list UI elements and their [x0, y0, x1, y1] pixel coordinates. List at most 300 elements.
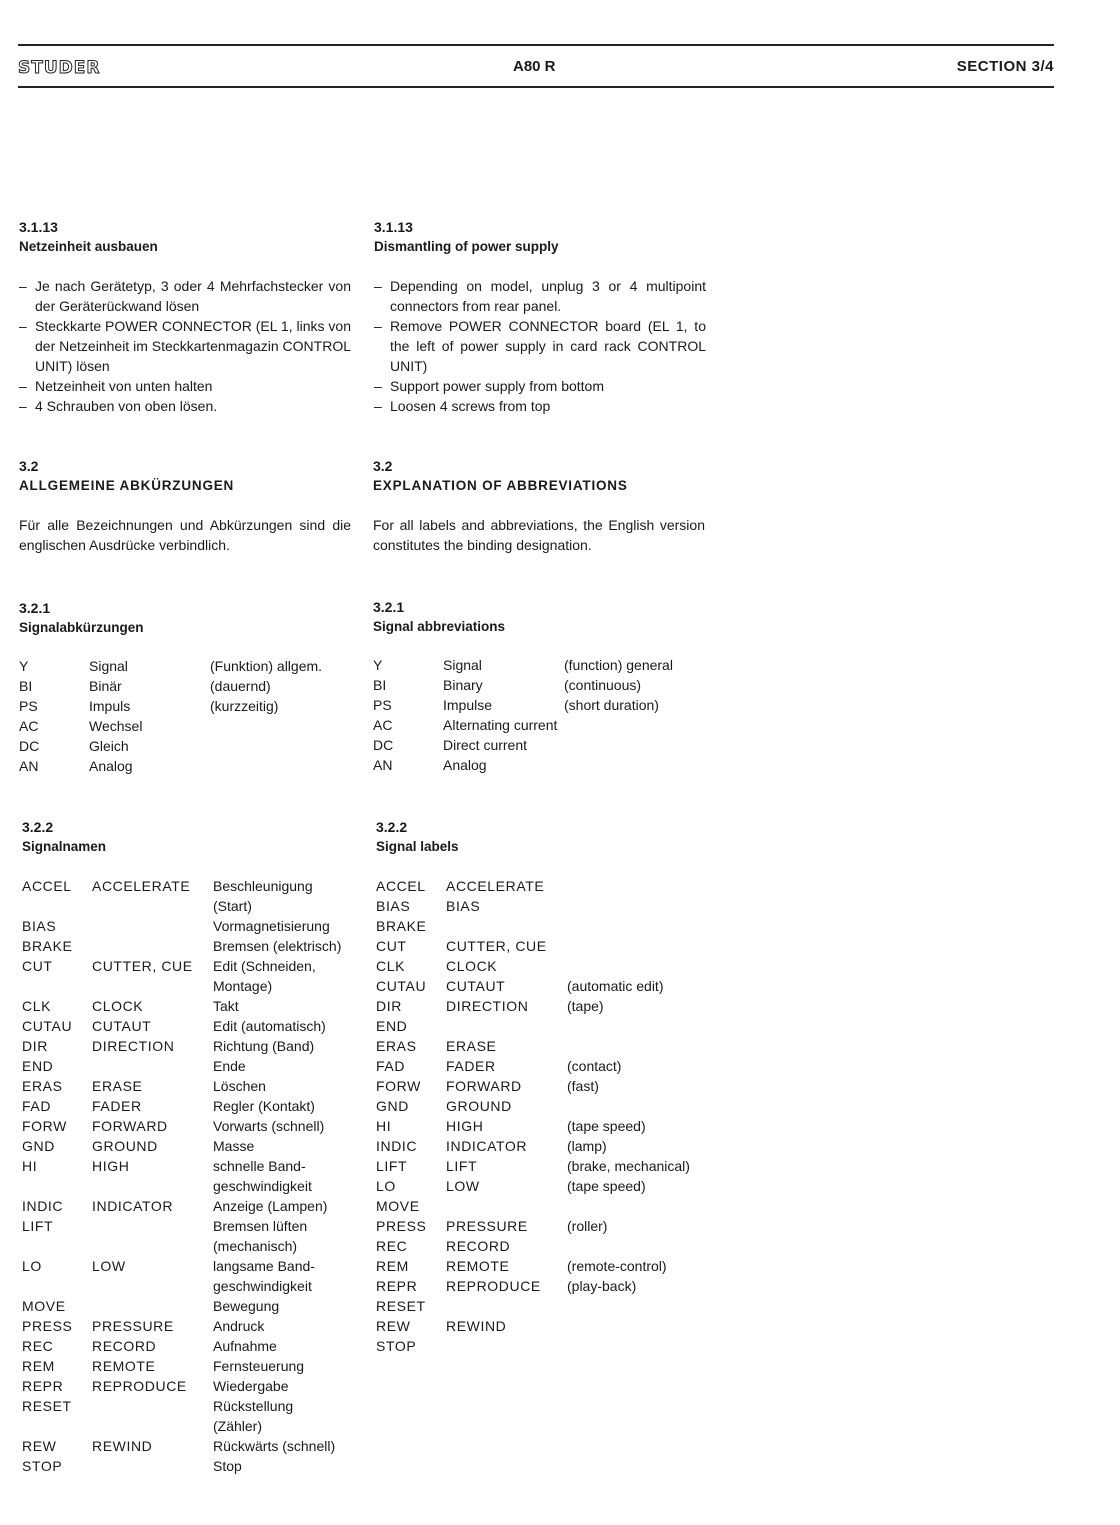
- table-cell: geschwindigkeit: [213, 1278, 312, 1294]
- table-cell: Analog: [89, 758, 133, 774]
- table-cell: Beschleunigung: [213, 878, 313, 894]
- table-row: [376, 1096, 690, 1116]
- de-section-3-2-1: [19, 598, 351, 776]
- table-cell: [22, 896, 92, 916]
- table-cell: (Zähler): [213, 1418, 263, 1434]
- table-cell: Gleich: [89, 738, 129, 754]
- table-cell: DC: [373, 737, 394, 753]
- table-cell: MOVE: [376, 1198, 420, 1214]
- table-cell: FORWARD: [92, 1118, 168, 1134]
- table-cell: PS: [373, 697, 392, 713]
- table-cell: Richtung (Band): [213, 1038, 315, 1054]
- table-cell: END: [22, 1058, 54, 1074]
- table-cell: (roller): [567, 1218, 608, 1234]
- table-row: [19, 656, 322, 676]
- signal-abbreviation-table: [373, 655, 673, 775]
- table-cell: AN: [373, 757, 393, 773]
- table-row: [22, 1296, 353, 1316]
- table-row: [376, 1256, 690, 1276]
- table-row: [22, 1116, 353, 1136]
- table-cell: LO: [376, 1178, 396, 1194]
- table-cell: Vormagnetisierung: [213, 918, 330, 934]
- table-row: [373, 655, 673, 675]
- table-cell: [567, 1196, 690, 1216]
- table-row: [22, 1016, 353, 1036]
- section-number: 3.2.2: [22, 819, 54, 835]
- table-cell: FADER: [92, 1098, 142, 1114]
- section-label: SECTION 3/4: [956, 58, 1054, 75]
- table-cell: HIGH: [92, 1158, 130, 1174]
- table-cell: (contact): [567, 1058, 622, 1074]
- table-cell: RESET: [376, 1298, 426, 1314]
- table-row: [19, 736, 322, 756]
- table-cell: ERAS: [376, 1038, 417, 1054]
- table-cell: [567, 876, 690, 896]
- table-cell: CUTTER, CUE: [92, 958, 193, 974]
- table-cell: LIFT: [446, 1158, 478, 1174]
- table-cell: RESET: [22, 1398, 72, 1414]
- section-number: 3.1.13: [374, 219, 413, 235]
- table-cell: [564, 755, 673, 775]
- table-cell: PRESS: [22, 1318, 73, 1334]
- table-cell: Vorwarts (schnell): [213, 1118, 325, 1134]
- table-cell: [446, 1196, 567, 1216]
- table-cell: LOW: [92, 1258, 126, 1274]
- table-cell: [567, 1016, 690, 1036]
- table-cell: INDIC: [22, 1198, 64, 1214]
- table-row: [376, 1196, 690, 1216]
- table-cell: [210, 736, 322, 756]
- section-number: 3.2.1: [19, 600, 51, 616]
- table-cell: (tape): [567, 998, 604, 1014]
- table-cell: (short duration): [564, 697, 659, 713]
- table-row: [376, 1036, 690, 1056]
- table-cell: Wechsel: [89, 718, 143, 734]
- table-cell: (mechanisch): [213, 1238, 298, 1254]
- table-cell: Y: [373, 657, 383, 673]
- table-row: [376, 1116, 690, 1136]
- table-cell: Bremsen (elektrisch): [213, 938, 342, 954]
- table-cell: LOW: [446, 1178, 480, 1194]
- table-row: [22, 1356, 353, 1376]
- step-item: – Loosen 4 screws from top: [374, 396, 706, 416]
- table-cell: Masse: [213, 1138, 255, 1154]
- table-cell: REMOTE: [92, 1358, 156, 1374]
- table-cell: DIRECTION: [446, 998, 529, 1014]
- table-row: [376, 876, 690, 896]
- section-title: Signal labels: [376, 839, 459, 854]
- de-section-3-2: [19, 456, 351, 555]
- table-cell: [92, 1276, 213, 1296]
- table-cell: Bremsen lüften: [213, 1218, 308, 1234]
- table-cell: BRAKE: [376, 918, 427, 934]
- table-row: [22, 1336, 353, 1356]
- section-number: 3.2.1: [373, 599, 405, 615]
- table-cell: FORW: [376, 1078, 421, 1094]
- table-cell: CLK: [22, 998, 52, 1014]
- table-cell: Regler (Kontakt): [213, 1098, 315, 1114]
- table-cell: FADER: [446, 1058, 496, 1074]
- table-row: [22, 1236, 353, 1256]
- de-section-3-1-13: [19, 217, 351, 416]
- table-cell: HIGH: [446, 1118, 484, 1134]
- table-cell: CUTTER, CUE: [446, 938, 547, 954]
- table-row: [373, 715, 673, 735]
- table-cell: [446, 1336, 567, 1356]
- table-cell: CUT: [22, 958, 53, 974]
- table-cell: [92, 1216, 213, 1236]
- table-cell: (dauernd): [210, 678, 271, 694]
- table-cell: RECORD: [92, 1338, 157, 1354]
- signal-names-table: [22, 876, 353, 1476]
- table-cell: ERASE: [446, 1038, 497, 1054]
- step-item: – Netzeinheit von unten halten: [19, 376, 351, 396]
- table-cell: REW: [376, 1318, 411, 1334]
- table-row: [376, 1156, 690, 1176]
- table-cell: [22, 976, 92, 996]
- table-cell: PRESSURE: [446, 1218, 528, 1234]
- table-cell: CUTAUT: [446, 978, 506, 994]
- step-list: [374, 276, 706, 416]
- table-cell: [446, 1296, 567, 1316]
- table-cell: Stop: [213, 1458, 242, 1474]
- table-cell: ACCELERATE: [446, 878, 545, 894]
- table-row: [373, 695, 673, 715]
- section-title: ALLGEMEINE ABKÜRZUNGEN: [19, 478, 235, 493]
- table-cell: Andruck: [213, 1318, 265, 1334]
- table-cell: [92, 1416, 213, 1436]
- table-cell: MOVE: [22, 1298, 66, 1314]
- table-cell: BIAS: [22, 918, 57, 934]
- table-row: [22, 1136, 353, 1156]
- table-cell: Takt: [213, 998, 239, 1014]
- table-row: [373, 755, 673, 775]
- table-cell: BIAS: [446, 898, 481, 914]
- table-cell: (kurzzeitig): [210, 698, 279, 714]
- table-cell: REM: [376, 1258, 409, 1274]
- table-cell: [92, 916, 213, 936]
- table-cell: STOP: [22, 1458, 63, 1474]
- table-cell: [22, 1276, 92, 1296]
- table-cell: [92, 936, 213, 956]
- table-cell: FORWARD: [446, 1078, 522, 1094]
- table-cell: Löschen: [213, 1078, 266, 1094]
- table-cell: LIFT: [376, 1158, 408, 1174]
- table-cell: Ende: [213, 1058, 246, 1074]
- step-item: – Support power supply from bottom: [374, 376, 706, 396]
- table-cell: (play-back): [567, 1278, 637, 1294]
- table-cell: (remote-control): [567, 1258, 667, 1274]
- table-cell: CUTAU: [376, 978, 427, 994]
- table-cell: DC: [19, 738, 40, 754]
- table-cell: REWIND: [446, 1318, 507, 1334]
- table-cell: Impulse: [443, 697, 493, 713]
- table-cell: REPRODUCE: [446, 1278, 541, 1294]
- step-item: – Remove POWER CONNECTOR board (EL 1, to the left of power supply in card rack CONTROL UNIT): [374, 316, 706, 376]
- table-row: [376, 1276, 690, 1296]
- table-row: [22, 1396, 353, 1416]
- table-row: [22, 1036, 353, 1056]
- table-cell: [446, 1016, 567, 1036]
- table-cell: [210, 756, 322, 776]
- table-cell: [567, 1336, 690, 1356]
- table-row: [22, 1256, 353, 1276]
- table-row: [22, 976, 353, 996]
- table-cell: ACCELERATE: [92, 878, 191, 894]
- table-cell: REW: [22, 1438, 57, 1454]
- signal-abbreviation-table: [19, 656, 322, 776]
- table-cell: AC: [373, 717, 393, 733]
- table-cell: Edit (automatisch): [213, 1018, 326, 1034]
- table-row: [376, 1336, 690, 1356]
- table-cell: GND: [376, 1098, 409, 1114]
- table-cell: PRESSURE: [92, 1318, 174, 1334]
- table-cell: PS: [19, 698, 38, 714]
- table-cell: CUTAU: [22, 1018, 73, 1034]
- table-cell: [92, 1296, 213, 1316]
- table-cell: [92, 1056, 213, 1076]
- table-cell: geschwindigkeit: [213, 1178, 312, 1194]
- table-row: [19, 696, 322, 716]
- table-cell: CLOCK: [92, 998, 144, 1014]
- section-title: EXPLANATION OF ABBREVIATIONS: [373, 478, 628, 493]
- table-cell: [22, 1176, 92, 1196]
- table-cell: REMOTE: [446, 1258, 510, 1274]
- table-cell: [564, 735, 673, 755]
- table-cell: Rückstellung: [213, 1398, 294, 1414]
- table-row: [22, 1376, 353, 1396]
- step-item: – Depending on model, unplug 3 or 4 multipoint connectors from rear panel.: [374, 276, 706, 316]
- section-title: Signalnamen: [22, 839, 107, 854]
- table-cell: FORW: [22, 1118, 67, 1134]
- step-item: – Steckkarte POWER CONNECTOR (EL 1, links von der Netzeinheit im Steckkartenmagazin CONTROL UNIT) lösen: [19, 316, 351, 376]
- signal-labels-table: [376, 876, 690, 1356]
- table-cell: [564, 715, 673, 735]
- table-cell: Montage): [213, 978, 273, 994]
- table-row: [376, 936, 690, 956]
- table-cell: REC: [376, 1238, 408, 1254]
- table-cell: DIR: [376, 998, 402, 1014]
- table-cell: GROUND: [92, 1138, 158, 1154]
- studer-logo: STUDER: [18, 58, 101, 78]
- table-cell: [567, 916, 690, 936]
- table-row: [376, 1316, 690, 1336]
- table-cell: REWIND: [92, 1438, 153, 1454]
- table-cell: Edit (Schneiden,: [213, 958, 316, 974]
- table-cell: BRAKE: [22, 938, 73, 954]
- section-number: 3.2: [373, 458, 393, 474]
- table-cell: Alternating current: [443, 717, 558, 733]
- table-row: [19, 756, 322, 776]
- table-cell: AC: [19, 718, 39, 734]
- table-row: [22, 1316, 353, 1336]
- table-row: [376, 976, 690, 996]
- table-cell: DIR: [22, 1038, 48, 1054]
- table-cell: [92, 1236, 213, 1256]
- table-row: [22, 1196, 353, 1216]
- table-row: [376, 1136, 690, 1156]
- table-row: [22, 1076, 353, 1096]
- model-label: A80 R: [513, 58, 556, 75]
- table-row: [376, 996, 690, 1016]
- table-cell: Binär: [89, 678, 122, 694]
- table-row: [22, 1056, 353, 1076]
- table-cell: [567, 956, 690, 976]
- table-cell: [92, 1396, 213, 1416]
- table-cell: END: [376, 1018, 408, 1034]
- table-cell: (Funktion) allgem.: [210, 658, 323, 674]
- table-cell: PRESS: [376, 1218, 427, 1234]
- table-row: [376, 1076, 690, 1096]
- en-section-3-2: [373, 456, 705, 555]
- table-cell: BIAS: [376, 898, 411, 914]
- step-item: – Je nach Gerätetyp, 3 oder 4 Mehrfachstecker von der Geräterückwand lösen: [19, 276, 351, 316]
- table-cell: [567, 936, 690, 956]
- table-row: [376, 916, 690, 936]
- table-cell: FAD: [22, 1098, 52, 1114]
- table-cell: Analog: [443, 757, 487, 773]
- table-cell: ERASE: [92, 1078, 143, 1094]
- step-item: – 4 Schrauben von oben lösen.: [19, 396, 351, 416]
- table-cell: (tape speed): [567, 1178, 646, 1194]
- section-number: 3.1.13: [19, 219, 58, 235]
- table-row: [22, 956, 353, 976]
- table-cell: langsame Band-: [213, 1258, 315, 1274]
- table-row: [22, 1456, 353, 1476]
- table-cell: INDICATOR: [446, 1138, 528, 1154]
- step-list: [19, 276, 351, 416]
- table-row: [22, 1096, 353, 1116]
- header-top-rule: [18, 44, 1054, 46]
- table-cell: GND: [22, 1138, 55, 1154]
- table-row: [19, 716, 322, 736]
- table-cell: CLOCK: [446, 958, 498, 974]
- en-section-3-2-1: [373, 597, 705, 775]
- table-row: [19, 676, 322, 696]
- section-number: 3.2: [19, 458, 39, 474]
- table-row: [376, 896, 690, 916]
- table-cell: ERAS: [22, 1078, 63, 1094]
- table-cell: Y: [19, 658, 29, 674]
- table-row: [373, 675, 673, 695]
- table-cell: (Start): [213, 898, 252, 914]
- table-cell: [210, 716, 322, 736]
- de-section-3-2-2: [22, 817, 362, 1476]
- en-section-3-1-13: [374, 217, 706, 416]
- table-cell: [446, 916, 567, 936]
- table-cell: REPRODUCE: [92, 1378, 187, 1394]
- table-cell: AN: [19, 758, 39, 774]
- section-title: Netzeinheit ausbauen: [19, 239, 158, 254]
- table-row: [22, 1436, 353, 1456]
- table-cell: Signal: [89, 658, 128, 674]
- table-row: [376, 1056, 690, 1076]
- table-cell: (function) general: [564, 657, 673, 673]
- table-row: [376, 1176, 690, 1196]
- table-cell: GROUND: [446, 1098, 512, 1114]
- table-cell: [22, 1416, 92, 1436]
- table-cell: REPR: [376, 1278, 418, 1294]
- table-cell: [567, 896, 690, 916]
- table-cell: [567, 1096, 690, 1116]
- table-cell: Anzeige (Lampen): [213, 1198, 328, 1214]
- section-number: 3.2.2: [376, 819, 408, 835]
- table-cell: Fernsteuerung: [213, 1358, 305, 1374]
- table-cell: LO: [22, 1258, 42, 1274]
- table-row: [22, 1216, 353, 1236]
- en-section-3-2-2: [376, 817, 716, 1356]
- table-cell: HI: [22, 1158, 38, 1174]
- table-cell: STOP: [376, 1338, 417, 1354]
- table-row: [22, 1156, 353, 1176]
- table-cell: CUT: [376, 938, 407, 954]
- table-cell: Direct current: [443, 737, 528, 753]
- table-cell: REM: [22, 1358, 55, 1374]
- table-cell: ACCEL: [376, 878, 426, 894]
- table-row: [22, 1176, 353, 1196]
- table-cell: FAD: [376, 1058, 406, 1074]
- section-title: Dismantling of power supply: [374, 239, 559, 254]
- table-cell: [567, 1236, 690, 1256]
- table-cell: Wiedergabe: [213, 1378, 289, 1394]
- table-row: [373, 735, 673, 755]
- table-row: [22, 1416, 353, 1436]
- table-cell: [567, 1036, 690, 1056]
- table-row: [376, 1296, 690, 1316]
- table-cell: (brake, mechanical): [567, 1158, 690, 1174]
- table-cell: CLK: [376, 958, 406, 974]
- table-cell: INDICATOR: [92, 1198, 174, 1214]
- table-row: [22, 916, 353, 936]
- table-cell: [92, 896, 213, 916]
- table-row: [376, 1016, 690, 1036]
- table-cell: [567, 1316, 690, 1336]
- table-cell: BI: [373, 677, 387, 693]
- table-cell: [92, 1456, 213, 1476]
- table-cell: REPR: [22, 1378, 64, 1394]
- table-cell: (lamp): [567, 1138, 607, 1154]
- table-row: [376, 1216, 690, 1236]
- table-cell: Aufnahme: [213, 1338, 277, 1354]
- table-cell: ACCEL: [22, 878, 72, 894]
- table-cell: CUTAUT: [92, 1018, 152, 1034]
- table-row: [22, 996, 353, 1016]
- table-row: [22, 1276, 353, 1296]
- table-cell: [567, 1296, 690, 1316]
- table-cell: RECORD: [446, 1238, 511, 1254]
- table-cell: [22, 1236, 92, 1256]
- table-row: [22, 936, 353, 956]
- table-cell: [92, 1176, 213, 1196]
- table-cell: (fast): [567, 1078, 599, 1094]
- table-row: [22, 896, 353, 916]
- table-cell: [92, 976, 213, 996]
- table-cell: BI: [19, 678, 33, 694]
- table-row: [376, 1236, 690, 1256]
- table-row: [22, 876, 353, 896]
- table-cell: (tape speed): [567, 1118, 646, 1134]
- table-cell: Signal: [443, 657, 482, 673]
- table-cell: REC: [22, 1338, 54, 1354]
- section-text: For all labels and abbreviations, the English version constitutes the binding designation.: [373, 517, 705, 553]
- table-cell: INDIC: [376, 1138, 418, 1154]
- table-row: [376, 956, 690, 976]
- table-cell: Impuls: [89, 698, 131, 714]
- table-cell: Binary: [443, 677, 483, 693]
- table-cell: (automatic edit): [567, 978, 664, 994]
- table-cell: LIFT: [22, 1218, 54, 1234]
- table-cell: DIRECTION: [92, 1038, 175, 1054]
